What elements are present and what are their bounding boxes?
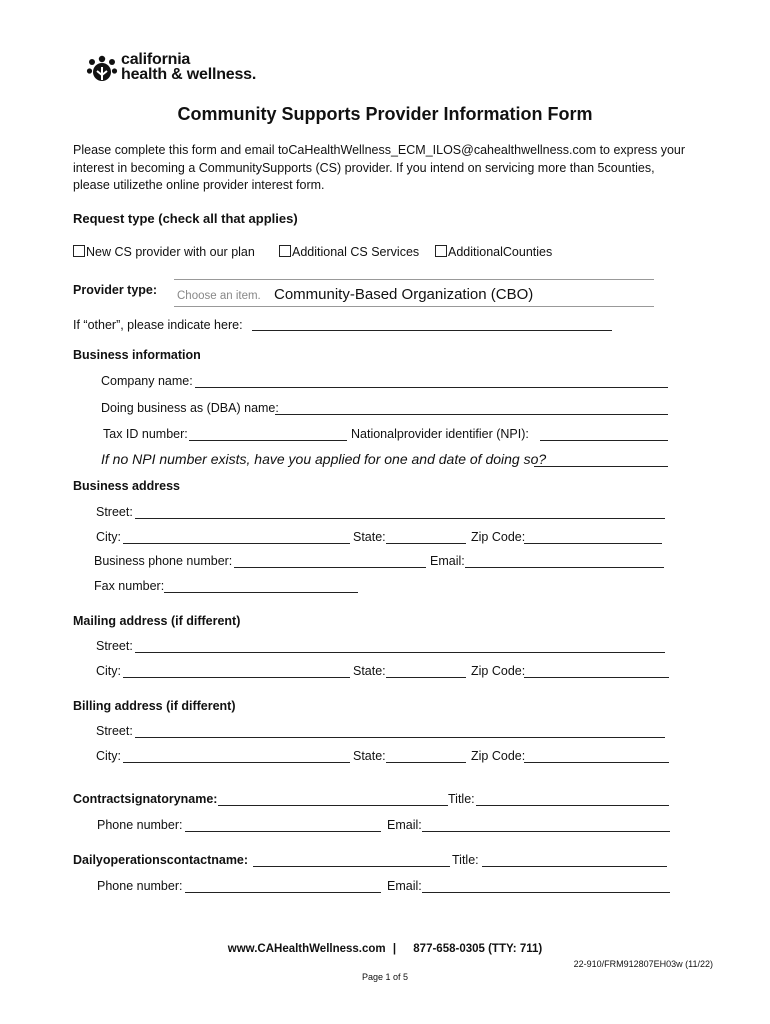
request-option-new-provider[interactable] [73, 245, 255, 259]
request-option-additional-counties[interactable] [435, 245, 552, 259]
checkbox-new-provider[interactable] [73, 245, 85, 257]
intro-line-1: Please complete this form and email toCaHealthWellness_ECM_ILOS@cahealthwellness.com to express your [73, 143, 686, 157]
business-zip-label: Zip Code: [471, 530, 526, 544]
form-number: 22-910/FRM912807EH03w (11/22) [573, 959, 713, 969]
footer-phone: 877-658-0305 (TTY: 711) [413, 943, 543, 955]
business-state-input[interactable] [386, 543, 466, 544]
business-zip-input[interactable] [524, 543, 662, 544]
business-city-label: City: [96, 530, 121, 544]
daily-operations-title-input[interactable] [482, 866, 667, 867]
checkbox-additional-counties[interactable] [435, 245, 447, 257]
npi-question-input[interactable] [534, 466, 668, 467]
intro-line-3: please utilizethe online provider interest form. [73, 178, 325, 192]
business-street-input[interactable] [135, 518, 665, 519]
request-option-label: New CS provider with our plan [86, 245, 255, 259]
business-phone-input[interactable] [234, 567, 426, 568]
other-label: If “other”, please indicate here: [73, 318, 243, 332]
company-name-label: Company name: [101, 374, 193, 388]
logo-mark-icon [86, 53, 118, 85]
daily-operations-label: Dailyoperationscontactname: [73, 853, 249, 867]
request-option-label: Additional CS Services [292, 245, 420, 259]
billing-city-label: City: [96, 749, 121, 763]
business-state-label: State: [353, 530, 386, 544]
other-input[interactable] [252, 330, 612, 331]
page-title: Community Supports Provider Information Form [177, 104, 593, 124]
mailing-city-input[interactable] [123, 677, 350, 678]
provider-type-label: Provider type: [73, 283, 158, 297]
provider-type-selected-value[interactable]: Community-Based Organization (CBO) [274, 286, 534, 303]
billing-zip-input[interactable] [524, 762, 669, 763]
business-address-heading: Business address [73, 479, 180, 493]
business-city-input[interactable] [123, 543, 350, 544]
contract-signatory-email-input[interactable] [422, 831, 670, 832]
billing-state-label: State: [353, 749, 386, 763]
logo-line1: california [121, 51, 191, 68]
provider-type-placeholder: Choose an item. [177, 290, 261, 302]
billing-zip-label: Zip Code: [471, 749, 526, 763]
tax-id-input[interactable] [189, 440, 347, 441]
business-phone-label: Business phone number: [94, 554, 233, 568]
mailing-state-input[interactable] [386, 677, 466, 678]
dba-input[interactable] [275, 414, 668, 415]
npi-label: Nationalprovider identifier (NPI): [351, 427, 529, 441]
mailing-street-label: Street: [96, 639, 133, 653]
contract-signatory-email-label: Email: [387, 818, 422, 832]
npi-question: If no NPI number exists, have you applied for one and date of doing so? [101, 451, 547, 467]
tax-id-label: Tax ID number: [103, 427, 188, 441]
logo-line2: health & wellness. [121, 66, 257, 83]
request-option-label: AdditionalCounties [448, 245, 553, 259]
billing-state-input[interactable] [386, 762, 466, 763]
contract-signatory-input[interactable] [218, 805, 448, 806]
mailing-state-label: State: [353, 664, 386, 678]
daily-operations-phone-input[interactable] [185, 892, 381, 893]
fax-input[interactable] [164, 592, 358, 593]
company-name-input[interactable] [195, 387, 668, 388]
daily-operations-phone-label: Phone number: [97, 879, 183, 893]
fax-label: Fax number: [94, 579, 165, 593]
intro-line-2: interest in becoming a CommunitySupports (CS) provider. If you intend on servicing more than 5counties, [73, 161, 655, 175]
mailing-city-label: City: [96, 664, 121, 678]
daily-operations-email-input[interactable] [422, 892, 670, 893]
footer-website[interactable]: www.CAHealthWellness.com [227, 943, 386, 955]
contract-signatory-phone-input[interactable] [185, 831, 381, 832]
business-email-input[interactable] [465, 567, 664, 568]
mailing-street-input[interactable] [135, 652, 665, 653]
billing-street-label: Street: [96, 724, 133, 738]
page-number: Page 1 of 5 [361, 972, 409, 982]
contract-signatory-phone-label: Phone number: [97, 818, 183, 832]
business-email-label: Email: [430, 554, 465, 568]
mailing-zip-input[interactable] [524, 677, 669, 678]
contract-signatory-title-label: Title: [448, 792, 475, 806]
mailing-address-heading: Mailing address (if different) [73, 614, 241, 628]
daily-operations-email-label: Email: [387, 879, 422, 893]
contract-signatory-title-input[interactable] [476, 805, 669, 806]
business-street-label: Street: [96, 505, 133, 519]
daily-operations-title-label: Title: [452, 853, 479, 867]
footer [0, 943, 770, 955]
dba-label: Doing business as (DBA) name: [101, 401, 279, 415]
checkbox-additional-services[interactable] [279, 245, 291, 257]
npi-input[interactable] [540, 440, 668, 441]
billing-street-input[interactable] [135, 737, 665, 738]
request-option-additional-services[interactable] [279, 245, 419, 259]
footer-separator: | [392, 943, 397, 955]
request-type-heading: Request type (check all that applies) [73, 211, 298, 226]
mailing-zip-label: Zip Code: [471, 664, 526, 678]
daily-operations-input[interactable] [253, 866, 450, 867]
billing-address-heading: Billing address (if different) [73, 699, 236, 713]
billing-city-input[interactable] [123, 762, 350, 763]
logo-text [121, 52, 256, 82]
contract-signatory-label: Contractsignatoryname: [73, 792, 218, 806]
business-info-heading: Business information [73, 348, 201, 362]
